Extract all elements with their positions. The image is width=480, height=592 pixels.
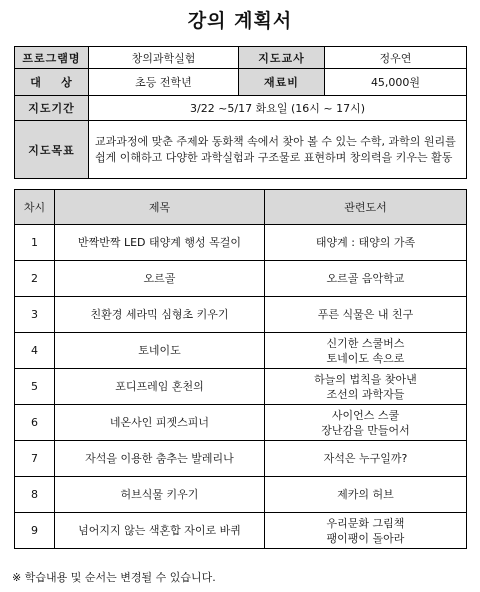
plan-header-row bbox=[15, 190, 467, 225]
book-line-1: 태양계 : 태양의 가족 bbox=[315, 236, 416, 249]
lesson-title: 넘어지지 않는 색혼합 자이로 바퀴 bbox=[55, 513, 265, 549]
goal-label: 지도목표 bbox=[15, 121, 89, 179]
lesson-title: 토네이도 bbox=[55, 333, 265, 369]
table-row bbox=[15, 513, 467, 549]
book-line-1: 자석은 누구일까? bbox=[323, 452, 408, 465]
target-value: 초등 전학년 bbox=[89, 69, 239, 96]
table-row bbox=[15, 369, 467, 405]
goal-value: 교과과정에 맞춘 주제와 동화책 속에서 찾아 볼 수 있는 수학, 과학의 원리를 쉽게 이해하고 다양한 과학실험과 구조물로 표현하며 창의력을 키우는 활동 bbox=[89, 121, 467, 179]
session-number: 3 bbox=[15, 297, 55, 333]
page-title: 강의 계획서 bbox=[187, 10, 293, 32]
session-number: 9 bbox=[15, 513, 55, 549]
related-book bbox=[265, 369, 467, 405]
table-row bbox=[15, 225, 467, 261]
lesson-title: 포디프레임 혼천의 bbox=[55, 369, 265, 405]
period-value: 3/22 ~5/17 화요일 (16시 ~ 17시) bbox=[89, 96, 467, 121]
related-book bbox=[265, 513, 467, 549]
header-books: 관련도서 bbox=[265, 190, 467, 225]
book-line-1: 제카의 허브 bbox=[337, 488, 394, 501]
lesson-title: 반짝반짝 LED 태양계 행성 목걸이 bbox=[55, 225, 265, 261]
target-label: 대 상 bbox=[15, 69, 89, 96]
program-value: 창의과학실험 bbox=[89, 47, 239, 69]
table-row bbox=[15, 297, 467, 333]
program-info-table bbox=[14, 46, 467, 179]
book-line-1: 하늘의 법칙을 찾아낸 bbox=[314, 372, 417, 386]
session-number: 1 bbox=[15, 225, 55, 261]
info-row-period bbox=[15, 96, 467, 121]
teacher-label: 지도교사 bbox=[239, 47, 325, 69]
info-row-goal bbox=[15, 121, 467, 179]
book-line-1: 사이언스 스쿨 bbox=[331, 408, 400, 422]
table-row bbox=[15, 261, 467, 297]
session-number: 8 bbox=[15, 477, 55, 513]
session-number: 7 bbox=[15, 441, 55, 477]
header-session: 차시 bbox=[15, 190, 55, 225]
program-label: 프로그램명 bbox=[15, 47, 89, 69]
book-line-2: 조선의 과학자들 bbox=[326, 387, 405, 401]
book-line-1: 푸른 식물은 내 친구 bbox=[317, 308, 414, 321]
fee-value: 45,000원 bbox=[325, 69, 467, 96]
related-book bbox=[265, 297, 467, 333]
session-number: 6 bbox=[15, 405, 55, 441]
related-book bbox=[265, 405, 467, 441]
book-line-2: 팽이팽이 돌아라 bbox=[326, 531, 405, 545]
book-line-1: 우리문화 그림책 bbox=[326, 516, 405, 530]
lesson-title: 네온사인 피젯스피너 bbox=[55, 405, 265, 441]
session-number: 2 bbox=[15, 261, 55, 297]
lesson-title: 허브식물 키우기 bbox=[55, 477, 265, 513]
book-line-2: 토네이도 속으로 bbox=[326, 351, 405, 365]
related-book bbox=[265, 477, 467, 513]
session-number: 5 bbox=[15, 369, 55, 405]
related-book bbox=[265, 333, 467, 369]
table-row bbox=[15, 333, 467, 369]
header-title: 제목 bbox=[55, 190, 265, 225]
change-notice: ※ 학습내용 및 순서는 변경될 수 있습니다. bbox=[12, 571, 216, 584]
table-row bbox=[15, 405, 467, 441]
book-line-1: 신기한 스쿨버스 bbox=[326, 336, 405, 350]
fee-label: 재료비 bbox=[239, 69, 325, 96]
lesson-title: 오르골 bbox=[55, 261, 265, 297]
teacher-value: 정우연 bbox=[325, 47, 467, 69]
book-line-2: 장난감을 만들어서 bbox=[321, 423, 410, 437]
session-number: 4 bbox=[15, 333, 55, 369]
lesson-plan-table bbox=[14, 189, 467, 549]
lesson-title: 자석을 이용한 춤추는 발레리나 bbox=[55, 441, 265, 477]
table-row bbox=[15, 477, 467, 513]
lesson-title: 친환경 세라믹 심형초 키우기 bbox=[55, 297, 265, 333]
book-line-1: 오르골 음악학교 bbox=[326, 272, 405, 285]
related-book bbox=[265, 441, 467, 477]
period-label: 지도기간 bbox=[15, 96, 89, 121]
related-book bbox=[265, 261, 467, 297]
table-row bbox=[15, 441, 467, 477]
info-row-target bbox=[15, 69, 467, 96]
info-row-program bbox=[15, 47, 467, 69]
related-book bbox=[265, 225, 467, 261]
